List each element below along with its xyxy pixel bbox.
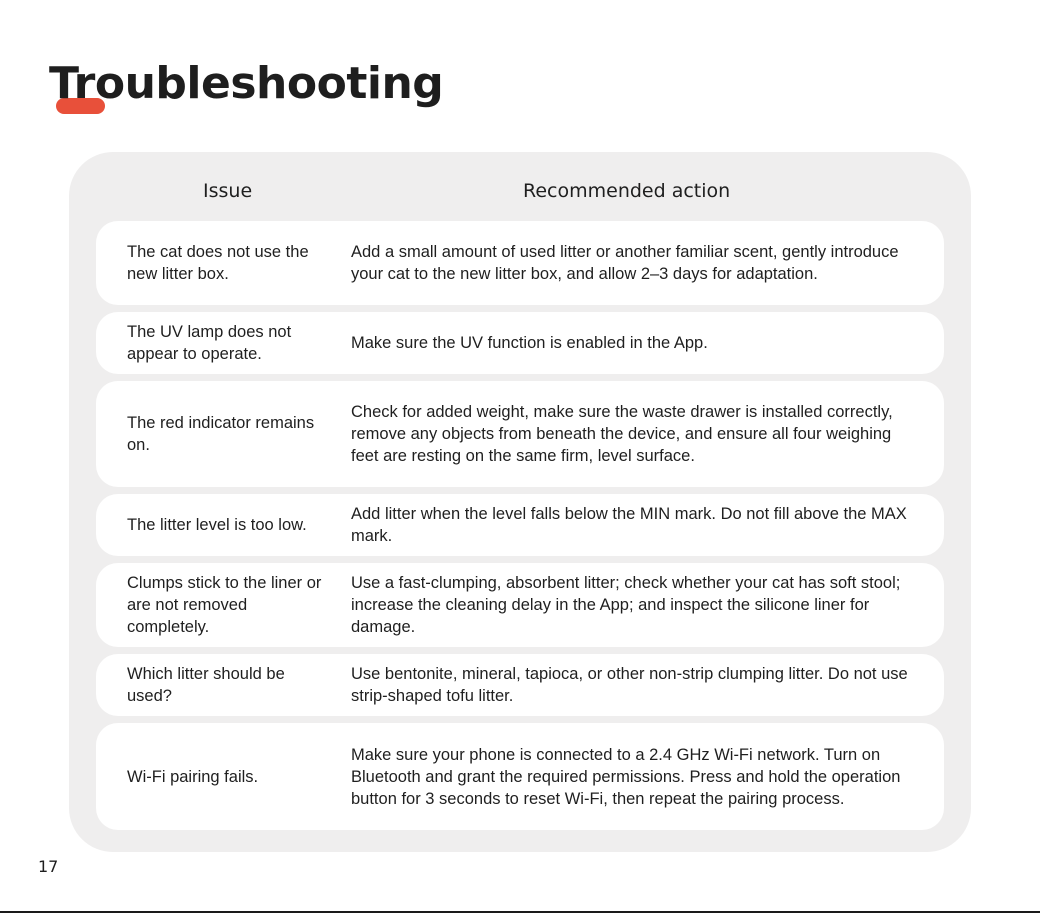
table-row <box>96 494 944 556</box>
table-row <box>96 381 944 487</box>
action-cell: Check for added weight, make sure the waste drawer is installed correctly, remove any objects from beneath the device, and ensure all four weighing feet are resting on the same firm, level surface. <box>351 403 893 465</box>
action-cell: Use bentonite, mineral, tapioca, or other non-strip clumping litter. Do not use strip-shaped tofu litter. <box>351 665 908 705</box>
header-recommended-action: Recommended action <box>523 180 731 202</box>
action-cell: Add a small amount of used litter or another familiar scent, gently introduce your cat to the new litter box, and allow 2–3 days for adaptation. <box>351 243 899 283</box>
table-row <box>96 312 944 374</box>
header-issue: Issue <box>203 180 253 202</box>
page-number: 17 <box>38 857 59 876</box>
table-row <box>96 563 944 647</box>
action-cell: Add litter when the level falls below the MIN mark. Do not fill above the MAX mark. <box>351 505 907 545</box>
issue-cell: Which litter should be used? <box>127 665 285 705</box>
issue-cell: The UV lamp does not appear to operate. <box>127 323 292 363</box>
issue-cell: Clumps stick to the liner or are not removed completely. <box>127 574 322 636</box>
action-cell: Use a fast-clumping, absorbent litter; check whether your cat has soft stool; increase the cleaning delay in the App; and inspect the silicone liner for damage. <box>351 574 901 636</box>
action-cell: Make sure the UV function is enabled in the App. <box>351 334 708 352</box>
issue-cell: Wi-Fi pairing fails. <box>127 767 259 786</box>
issue-cell: The litter level is too low. <box>127 516 307 534</box>
table-row <box>96 221 944 305</box>
footer-divider <box>0 911 1040 913</box>
table-row <box>96 654 944 716</box>
issue-cell: The red indicator remains on. <box>127 414 315 454</box>
issue-cell: The cat does not use the new litter box. <box>127 243 309 283</box>
action-cell: Make sure your phone is connected to a 2.4 GHz Wi-Fi network. Turn on Bluetooth and grant the required permissions. Press and hold the operation button for 3 seconds to reset Wi-Fi, then repeat the pairing process. <box>351 745 901 808</box>
table-row <box>96 723 944 830</box>
title-block <box>49 56 443 112</box>
page-title: Troubleshooting <box>49 58 444 109</box>
